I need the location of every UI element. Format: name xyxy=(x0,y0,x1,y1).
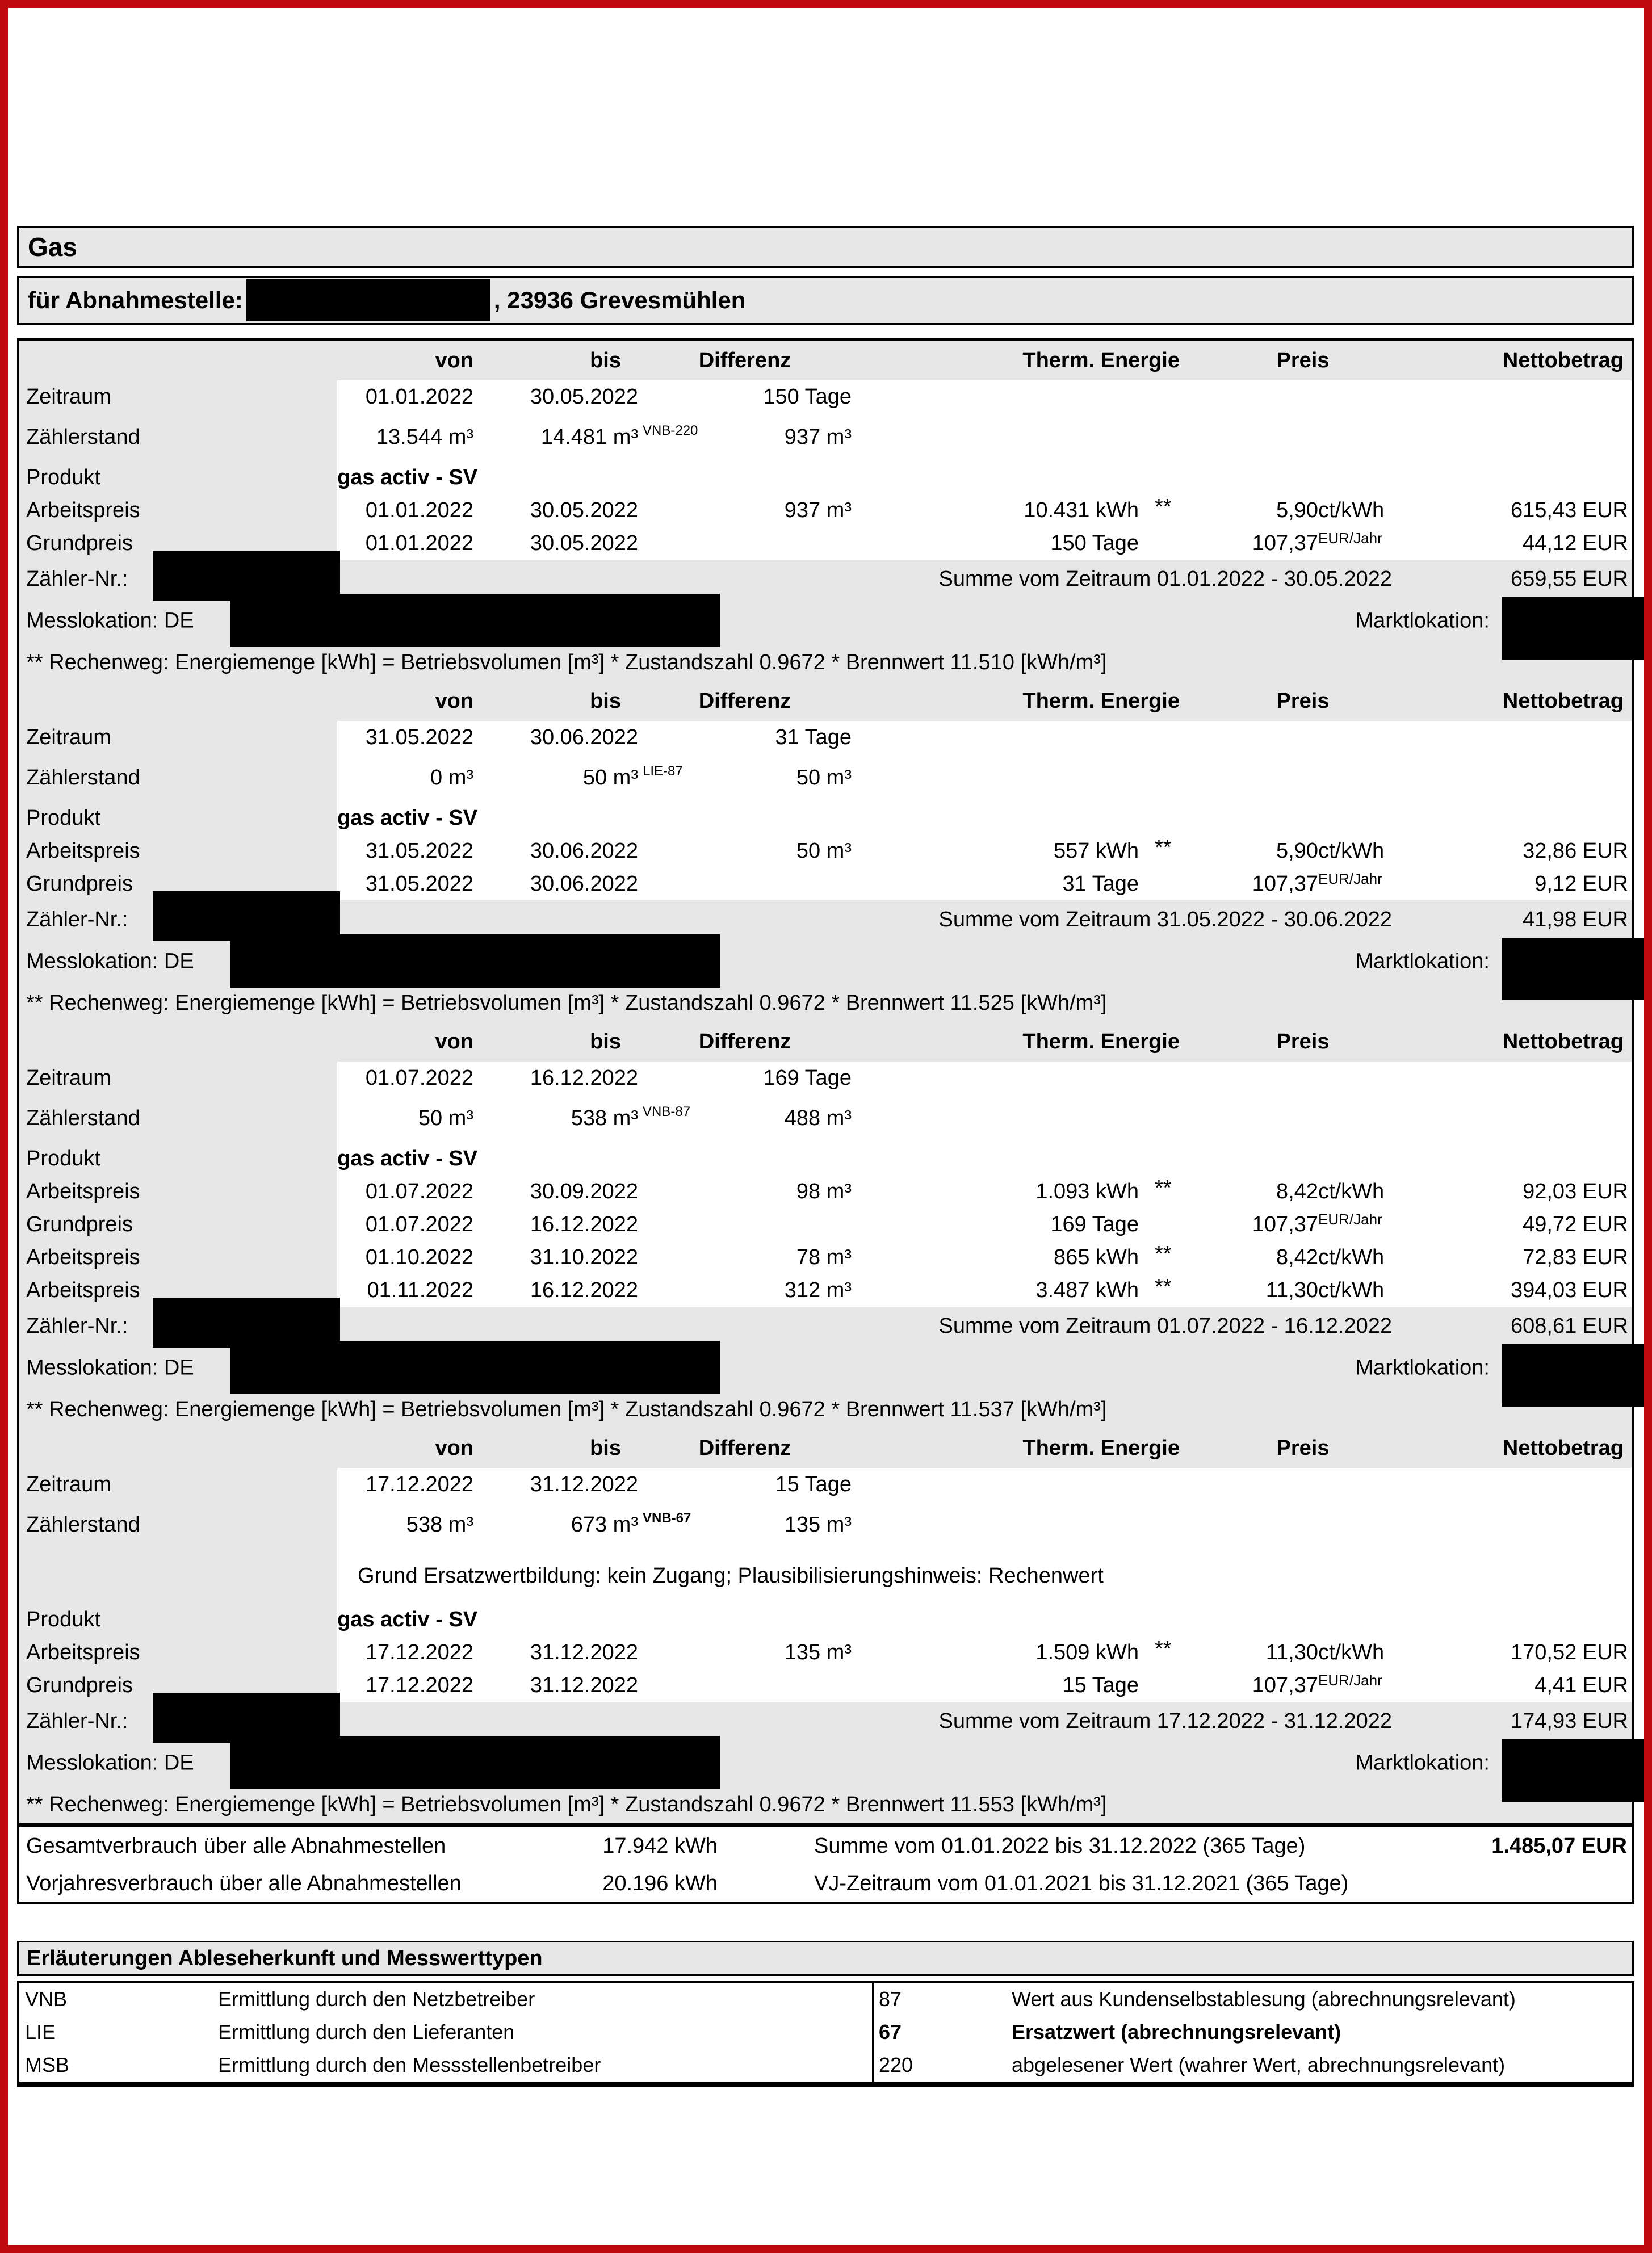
price-bis: 16.12.2022 xyxy=(530,1278,638,1302)
column-header-von: von xyxy=(435,1029,473,1054)
price-therm-energie: 31 Tage xyxy=(1062,871,1139,896)
price-bis: 31.12.2022 xyxy=(530,1640,638,1664)
ersatzwert-hinweis: Grund Ersatzwertbildung: kein Zugang; Plausibilisierungshinweis: Rechenwert xyxy=(358,1563,1104,1588)
price-unit: ct/kWh xyxy=(1318,1640,1385,1664)
price-unit: ct/kWh xyxy=(1318,498,1385,522)
legend-source-desc: Ermittlung durch den Lieferanten xyxy=(218,2020,515,2044)
zaehler-nr-summe-row xyxy=(19,900,1632,939)
price-netto: 32,86 EUR xyxy=(1523,838,1628,863)
rechenweg-note: ** Rechenweg: Energiemenge [kWh] = Betriebsvolumen [m³] * Zustandszahl 0.9672 * Brennwert 11.510 [kWh/m³] xyxy=(26,650,1107,674)
price-therm-energie: 3.487 kWh xyxy=(1035,1278,1139,1302)
redaction-box-zaehler-nr xyxy=(153,891,340,941)
redaction-box-messlokation xyxy=(230,594,720,647)
price-row xyxy=(19,1175,1632,1208)
summe-zeitraum-value: 608,61 EUR xyxy=(1510,1314,1628,1338)
row-label: Grundpreis xyxy=(19,867,337,900)
row-label: Zählerstand xyxy=(19,1094,337,1142)
price-bis: 30.05.2022 xyxy=(530,498,638,522)
zeitraum-von: 17.12.2022 xyxy=(365,1472,473,1496)
row-label: Grundpreis xyxy=(19,527,337,560)
summe-zeitraum-text: Summe vom Zeitraum 31.05.2022 - 30.06.2022 xyxy=(938,907,1392,932)
price-bis: 31.10.2022 xyxy=(530,1245,638,1269)
zeitraum-bis: 16.12.2022 xyxy=(530,1065,638,1090)
column-header-preis: Preis xyxy=(1276,689,1330,713)
price-unit-cell xyxy=(1318,1673,1412,1698)
price-unit: ct/kWh xyxy=(1318,838,1385,863)
zaehler-nr-label: Zähler-Nr.: xyxy=(19,1307,337,1345)
column-header-bis: bis xyxy=(590,689,621,713)
price-netto: 72,83 EUR xyxy=(1523,1245,1628,1269)
column-header-preis: Preis xyxy=(1276,1436,1330,1460)
price-unit-cell xyxy=(1318,872,1412,896)
ablese-tag-cell xyxy=(638,763,729,790)
row-label: Produkt xyxy=(19,461,337,494)
column-header-row xyxy=(19,1428,1632,1468)
price-von: 01.07.2022 xyxy=(365,1212,473,1236)
price-unit-cell xyxy=(1318,498,1412,523)
billing-sections xyxy=(19,341,1632,1823)
price-therm-energie: 557 kWh xyxy=(1054,838,1139,863)
legend-row xyxy=(19,2049,1632,2082)
price-unit-cell xyxy=(1318,1245,1412,1270)
zaehlerstand-row xyxy=(19,754,1632,802)
summe-zeitraum-text: Summe vom Zeitraum 01.07.2022 - 16.12.2022 xyxy=(938,1314,1392,1338)
zeitraum-bis: 31.12.2022 xyxy=(530,1472,638,1496)
price-unit: EUR/Jahr xyxy=(1318,1210,1382,1228)
totals-label: Gesamtverbrauch über alle Abnahmestellen xyxy=(26,1834,446,1858)
column-header-nettobetrag: Nettobetrag xyxy=(1502,1436,1624,1460)
row-label: Zählerstand xyxy=(19,413,337,461)
price-unit-cell xyxy=(1318,1180,1412,1204)
price-value: 8,42 xyxy=(1276,1179,1318,1203)
legend-value-code: 87 xyxy=(872,1983,957,2016)
abnahmestelle-prefix: für Abnahmestelle: xyxy=(28,287,243,313)
produkt-value: gas activ - SV xyxy=(337,1607,478,1631)
page-title: Gas xyxy=(28,232,77,262)
price-differenz: 98 m³ xyxy=(796,1179,852,1203)
summe-zeitraum-value: 41,98 EUR xyxy=(1523,907,1628,932)
price-value: 8,42 xyxy=(1276,1245,1318,1269)
totals-block xyxy=(19,1823,1632,1902)
price-netto: 44,12 EUR xyxy=(1523,531,1628,555)
produkt-value: gas activ - SV xyxy=(337,805,478,830)
totals-period-text: Summe vom 01.01.2022 bis 31.12.2022 (365 Tage) xyxy=(814,1834,1306,1858)
legend-source-code: LIE xyxy=(25,2020,56,2044)
legend-table xyxy=(17,1981,1634,2087)
column-header-von: von xyxy=(435,1436,473,1460)
price-therm-energie: 150 Tage xyxy=(1050,531,1139,555)
billing-section xyxy=(19,1428,1632,1823)
calc-footnote-stars: ** xyxy=(1155,1241,1172,1266)
zeitraum-bis: 30.06.2022 xyxy=(530,725,638,749)
calc-footnote-stars: ** xyxy=(1155,835,1172,859)
redaction-box-zaehler-nr xyxy=(153,1298,340,1348)
ablese-tag-cell xyxy=(638,1106,729,1131)
price-differenz: 312 m³ xyxy=(784,1278,852,1302)
row-label: Grundpreis xyxy=(19,1669,337,1702)
zaehlerstand-row xyxy=(19,413,1632,461)
zeitraum-row xyxy=(19,380,1632,413)
price-therm-energie: 15 Tage xyxy=(1062,1673,1139,1697)
marktlokation-label: Marktlokation: xyxy=(1355,609,1490,633)
redaction-box-messlokation xyxy=(230,1341,720,1394)
price-differenz: 78 m³ xyxy=(796,1245,852,1269)
row-label: Produkt xyxy=(19,1142,337,1175)
zeitraum-differenz: 150 Tage xyxy=(763,384,852,409)
legend-value-code: 220 xyxy=(872,2049,957,2082)
price-value: 107,37 xyxy=(1252,531,1318,555)
price-differenz: 50 m³ xyxy=(796,838,852,863)
totals-amount: 1.485,07 EUR xyxy=(1491,1834,1627,1858)
redaction-box-address xyxy=(246,279,490,321)
column-header-spacer xyxy=(19,681,337,721)
redaction-box-marktlokation xyxy=(1502,938,1651,1000)
messlokation-row xyxy=(19,939,1632,984)
legend-row xyxy=(19,1983,1632,2016)
messlokation-label: Messlokation: DE xyxy=(26,1751,194,1775)
price-row xyxy=(19,1241,1632,1274)
column-header-differenz: Differenz xyxy=(698,689,791,713)
price-therm-energie: 169 Tage xyxy=(1050,1212,1139,1236)
price-unit: EUR/Jahr xyxy=(1318,870,1382,887)
redaction-box-zaehler-nr xyxy=(153,551,340,601)
price-value: 11,30 xyxy=(1265,1278,1318,1302)
zaehlerstand-von: 50 m³ xyxy=(418,1106,473,1130)
price-unit-cell xyxy=(1318,1212,1412,1237)
zeitraum-bis: 30.05.2022 xyxy=(530,384,638,409)
messlokation-row xyxy=(19,1345,1632,1391)
price-value: 5,90 xyxy=(1276,838,1318,863)
abnahmestelle-bar xyxy=(17,276,1634,325)
redaction-box-marktlokation xyxy=(1502,1739,1651,1802)
zaehlerstand-differenz: 488 m³ xyxy=(784,1106,852,1130)
row-label: Zeitraum xyxy=(19,1062,337,1094)
price-von: 01.01.2022 xyxy=(365,531,473,555)
row-label: Arbeitspreis xyxy=(19,834,337,867)
price-row xyxy=(19,834,1632,867)
price-von: 17.12.2022 xyxy=(365,1640,473,1664)
price-bis: 16.12.2022 xyxy=(530,1212,638,1236)
row-label: Zählerstand xyxy=(19,754,337,802)
price-row xyxy=(19,1208,1632,1241)
marktlokation-label: Marktlokation: xyxy=(1355,1751,1490,1775)
column-header-bis: bis xyxy=(590,1436,621,1460)
price-unit-cell xyxy=(1318,1641,1412,1665)
zaehlerstand-bis: 538 m³ xyxy=(571,1106,638,1130)
zaehler-nr-summe-row xyxy=(19,560,1632,598)
price-von: 31.05.2022 xyxy=(365,838,473,863)
row-label: Produkt xyxy=(19,802,337,834)
row-label: Arbeitspreis xyxy=(19,1241,337,1274)
price-unit: ct/kWh xyxy=(1318,1278,1385,1302)
column-header-bis: bis xyxy=(590,348,621,372)
produkt-value: gas activ - SV xyxy=(337,1146,478,1170)
column-header-spacer xyxy=(19,1428,337,1468)
price-unit-cell xyxy=(1318,839,1412,863)
column-header-spacer xyxy=(19,341,337,380)
abnahmestelle-suffix: , 23936 Grevesmühlen xyxy=(493,287,746,313)
zeitraum-von: 31.05.2022 xyxy=(365,725,473,749)
column-header-differenz: Differenz xyxy=(698,1029,791,1054)
row-label: Zeitraum xyxy=(19,380,337,413)
messlokation-label: Messlokation: DE xyxy=(26,1356,194,1380)
price-netto: 9,12 EUR xyxy=(1534,871,1628,896)
calc-footnote-stars: ** xyxy=(1155,494,1172,519)
column-header-von: von xyxy=(435,348,473,372)
column-header-row xyxy=(19,1022,1632,1062)
ablese-tag: LIE-87 xyxy=(643,763,683,779)
zaehlerstand-von: 0 m³ xyxy=(430,765,473,790)
row-label: Zählerstand xyxy=(19,1501,337,1549)
produkt-row xyxy=(19,1142,1632,1175)
price-netto: 4,41 EUR xyxy=(1534,1673,1628,1697)
zaehlerstand-bis: 14.481 m³ xyxy=(540,425,638,449)
price-unit: EUR/Jahr xyxy=(1318,1671,1382,1689)
ablese-tag-cell xyxy=(638,1510,729,1537)
marktlokation-label: Marktlokation: xyxy=(1355,1356,1490,1380)
zaehlerstand-von: 538 m³ xyxy=(406,1512,473,1537)
zeitraum-von: 01.07.2022 xyxy=(365,1065,473,1090)
zeitraum-von: 01.01.2022 xyxy=(365,384,473,409)
price-von: 01.10.2022 xyxy=(365,1245,473,1269)
totals-kwh: 17.942 kWh xyxy=(602,1834,718,1858)
row-label: Zeitraum xyxy=(19,1468,337,1501)
row-label: Grundpreis xyxy=(19,1208,337,1241)
legend-source-desc: Ermittlung durch den Messstellenbetreiber xyxy=(218,2053,601,2076)
messlokation-label: Messlokation: DE xyxy=(26,609,194,633)
price-row xyxy=(19,494,1632,527)
price-netto: 49,72 EUR xyxy=(1523,1212,1628,1236)
totals-row xyxy=(19,1865,1632,1902)
produkt-value: gas activ - SV xyxy=(337,465,478,489)
legend-value-desc: Wert aus Kundenselbstablesung (abrechnungsrelevant) xyxy=(1012,1987,1516,2011)
ablese-tag: VNB-67 xyxy=(643,1510,691,1526)
zaehlerstand-differenz: 50 m³ xyxy=(796,765,852,790)
calc-footnote-stars: ** xyxy=(1155,1176,1172,1200)
summe-zeitraum-text: Summe vom Zeitraum 01.01.2022 - 30.05.2022 xyxy=(938,567,1392,591)
legend-source-desc: Ermittlung durch den Netzbetreiber xyxy=(218,1987,535,2011)
row-label: Produkt xyxy=(19,1603,337,1636)
zaehler-nr-summe-row xyxy=(19,1307,1632,1345)
price-bis: 31.12.2022 xyxy=(530,1673,638,1697)
section-title-bar xyxy=(17,226,1634,268)
column-header-row xyxy=(19,341,1632,380)
calc-footnote-stars: ** xyxy=(1155,1637,1172,1661)
messlokation-label: Messlokation: DE xyxy=(26,949,194,974)
billing-section xyxy=(19,341,1632,681)
totals-row xyxy=(19,1827,1632,1865)
column-header-nettobetrag: Nettobetrag xyxy=(1502,348,1624,372)
zaehler-nr-label: Zähler-Nr.: xyxy=(19,1702,337,1740)
price-unit-cell xyxy=(1318,1278,1412,1303)
price-therm-energie: 1.509 kWh xyxy=(1035,1640,1139,1664)
legend-source-code: VNB xyxy=(25,1987,68,2011)
price-netto: 92,03 EUR xyxy=(1523,1179,1628,1203)
price-unit-cell xyxy=(1318,531,1412,556)
price-unit: EUR/Jahr xyxy=(1318,529,1382,547)
zaehlerstand-differenz: 135 m³ xyxy=(784,1512,852,1537)
redaction-box-messlokation xyxy=(230,1736,720,1789)
legend-row xyxy=(19,2016,1632,2049)
billing-table xyxy=(17,338,1634,1904)
price-netto: 170,52 EUR xyxy=(1510,1640,1628,1664)
price-von: 17.12.2022 xyxy=(365,1673,473,1697)
summe-zeitraum-text: Summe vom Zeitraum 17.12.2022 - 31.12.2022 xyxy=(938,1709,1392,1733)
price-von: 01.01.2022 xyxy=(365,498,473,522)
column-header-von: von xyxy=(435,689,473,713)
zeitraum-row xyxy=(19,721,1632,754)
legend-value-desc: abgelesener Wert (wahrer Wert, abrechnungsrelevant) xyxy=(1012,2053,1506,2076)
column-header-therm-energie: Therm. Energie xyxy=(1022,1029,1180,1054)
price-row xyxy=(19,1636,1632,1669)
totals-period-text: VJ-Zeitraum vom 01.01.2021 bis 31.12.2021 (365 Tage) xyxy=(814,1871,1349,1895)
price-unit: ct/kWh xyxy=(1318,1245,1385,1269)
ablese-tag: VNB-220 xyxy=(643,422,698,438)
row-label: Arbeitspreis xyxy=(19,1175,337,1208)
billing-section xyxy=(19,1022,1632,1428)
row-label-empty xyxy=(19,1549,337,1603)
legend-source-code: MSB xyxy=(25,2053,70,2076)
zaehlerstand-differenz: 937 m³ xyxy=(784,425,852,449)
column-header-bis: bis xyxy=(590,1029,621,1054)
price-unit: ct/kWh xyxy=(1318,1179,1385,1203)
calc-footnote-stars: ** xyxy=(1155,1274,1172,1299)
messlokation-row xyxy=(19,1740,1632,1786)
legend-block xyxy=(17,1941,1634,2087)
zeitraum-row xyxy=(19,1062,1632,1094)
zaehler-nr-label: Zähler-Nr.: xyxy=(19,560,337,598)
zaehlerstand-von: 13.544 m³ xyxy=(376,425,473,449)
zeitraum-differenz: 31 Tage xyxy=(775,725,852,749)
zaehler-nr-label: Zähler-Nr.: xyxy=(19,900,337,939)
legend-title: Erläuterungen Ableseherkunft und Messwerttypen xyxy=(17,1941,1634,1976)
price-von: 31.05.2022 xyxy=(365,871,473,896)
zaehlerstand-row xyxy=(19,1094,1632,1142)
zaehlerstand-row xyxy=(19,1501,1632,1549)
price-netto: 394,03 EUR xyxy=(1510,1278,1628,1302)
ablese-tag: VNB-87 xyxy=(643,1104,691,1119)
produkt-row xyxy=(19,461,1632,494)
price-bis: 30.05.2022 xyxy=(530,531,638,555)
price-bis: 30.06.2022 xyxy=(530,838,638,863)
price-von: 01.07.2022 xyxy=(365,1179,473,1203)
redaction-box-messlokation xyxy=(230,934,720,988)
column-header-therm-energie: Therm. Energie xyxy=(1022,348,1180,372)
column-header-therm-energie: Therm. Energie xyxy=(1022,689,1180,713)
zaehlerstand-bis: 673 m³ xyxy=(571,1512,638,1537)
column-header-preis: Preis xyxy=(1276,1029,1330,1054)
row-label: Zeitraum xyxy=(19,721,337,754)
redaction-box-zaehler-nr xyxy=(153,1693,340,1743)
zaehlerstand-bis: 50 m³ xyxy=(582,765,638,790)
zeitraum-differenz: 15 Tage xyxy=(775,1472,852,1496)
totals-kwh: 20.196 kWh xyxy=(602,1871,718,1895)
produkt-row xyxy=(19,802,1632,834)
price-therm-energie: 865 kWh xyxy=(1054,1245,1139,1269)
marktlokation-label: Marktlokation: xyxy=(1355,949,1490,974)
row-label: Arbeitspreis xyxy=(19,1636,337,1669)
column-header-preis: Preis xyxy=(1276,348,1330,372)
column-header-nettobetrag: Nettobetrag xyxy=(1502,689,1624,713)
summe-zeitraum-value: 174,93 EUR xyxy=(1510,1709,1628,1733)
billing-section xyxy=(19,681,1632,1022)
price-differenz: 135 m³ xyxy=(784,1640,852,1664)
price-value: 107,37 xyxy=(1252,1673,1318,1697)
redaction-box-marktlokation xyxy=(1502,1344,1651,1407)
price-bis: 30.06.2022 xyxy=(530,871,638,896)
totals-label: Vorjahresverbrauch über alle Abnahmestellen xyxy=(26,1871,462,1895)
price-value: 107,37 xyxy=(1252,1212,1318,1236)
price-therm-energie: 1.093 kWh xyxy=(1035,1179,1139,1203)
column-header-nettobetrag: Nettobetrag xyxy=(1502,1029,1624,1054)
row-label: Arbeitspreis xyxy=(19,1274,337,1307)
price-value: 5,90 xyxy=(1276,498,1318,522)
produkt-row xyxy=(19,1603,1632,1636)
rechenweg-note: ** Rechenweg: Energiemenge [kWh] = Betriebsvolumen [m³] * Zustandszahl 0.9672 * Brennwert 11.553 [kWh/m³] xyxy=(26,1792,1107,1816)
gas-bill-document xyxy=(17,226,1634,2087)
price-differenz: 937 m³ xyxy=(784,498,852,522)
zeitraum-row xyxy=(19,1468,1632,1501)
messlokation-row xyxy=(19,598,1632,644)
price-netto: 615,43 EUR xyxy=(1510,498,1628,522)
ablese-tag-cell xyxy=(638,422,729,450)
row-label: Arbeitspreis xyxy=(19,494,337,527)
column-header-differenz: Differenz xyxy=(698,1436,791,1460)
price-value: 107,37 xyxy=(1252,871,1318,896)
rechenweg-note: ** Rechenweg: Energiemenge [kWh] = Betriebsvolumen [m³] * Zustandszahl 0.9672 * Brennwert 11.537 [kWh/m³] xyxy=(26,1397,1107,1421)
summe-zeitraum-value: 659,55 EUR xyxy=(1510,567,1628,591)
legend-value-code: 67 xyxy=(872,2016,957,2049)
zaehler-nr-summe-row xyxy=(19,1702,1632,1740)
price-therm-energie: 10.431 kWh xyxy=(1024,498,1139,522)
column-header-row xyxy=(19,681,1632,721)
price-value: 11,30 xyxy=(1265,1640,1318,1664)
ersatzwert-hinweis-row xyxy=(19,1549,1632,1603)
zeitraum-differenz: 169 Tage xyxy=(763,1065,852,1090)
price-bis: 30.09.2022 xyxy=(530,1179,638,1203)
column-header-spacer xyxy=(19,1022,337,1062)
legend-value-desc: Ersatzwert (abrechnungsrelevant) xyxy=(1012,2020,1341,2044)
column-header-therm-energie: Therm. Energie xyxy=(1022,1436,1180,1460)
column-header-differenz: Differenz xyxy=(698,348,791,372)
rechenweg-note: ** Rechenweg: Energiemenge [kWh] = Betriebsvolumen [m³] * Zustandszahl 0.9672 * Brennwert 11.525 [kWh/m³] xyxy=(26,991,1107,1015)
price-von: 01.11.2022 xyxy=(367,1278,473,1302)
redaction-box-marktlokation xyxy=(1502,597,1651,660)
